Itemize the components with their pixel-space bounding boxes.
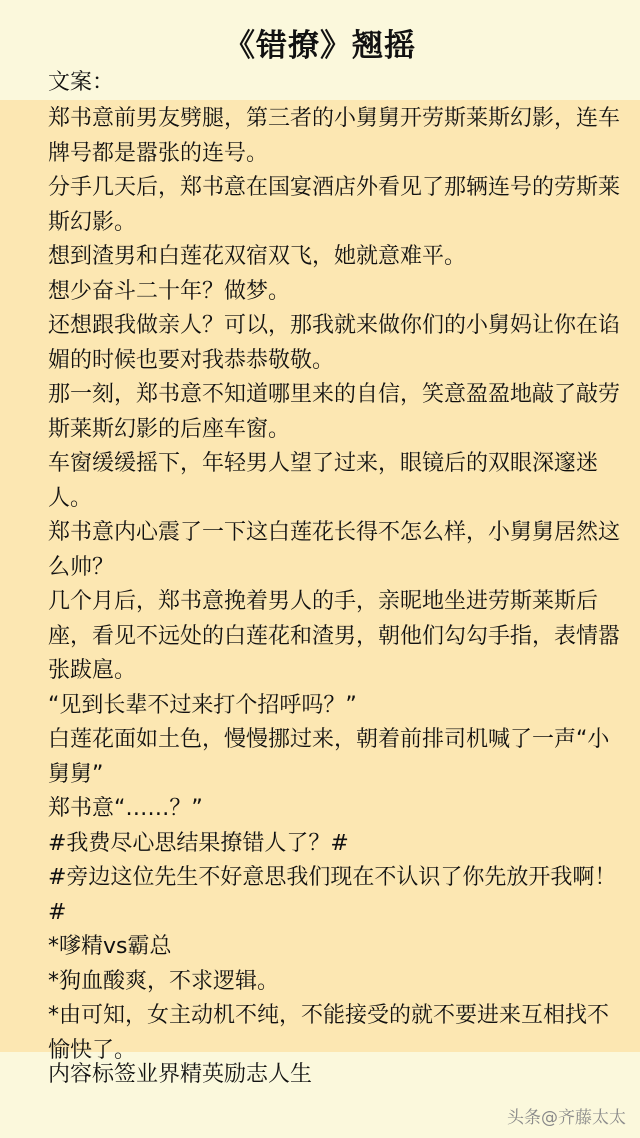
synopsis-paragraph: 分手几天后，郑书意在国宴酒店外看见了那辆连号的劳斯莱斯幻影。 [48,175,621,235]
synopsis-paragraph: #我费尽心思结果撩错人了？# [48,830,349,856]
synopsis-paragraph: 几个月后，郑书意挽着男人的手，亲昵地坐进劳斯莱斯后座，看见不远处的白莲花和渣男，朝他们勾勾手指，表情嚣张跋扈。 [48,589,621,683]
book-title: 《错撩》翘摇 [224,28,416,64]
content-tags: 内容标签业界精英励志人生 [48,1062,313,1087]
synopsis-paragraph: “见到长辈不过来打个招呼吗？” [48,692,357,718]
watermark: 头条@齐藤太太 [507,1108,626,1128]
synopsis-paragraph: 想到渣男和白莲花双宿双飞，她就意难平。 [48,244,467,269]
synopsis-paragraph: 郑书意前男友劈腿，第三者的小舅舅开劳斯莱斯幻影，连车牌号都是嚣张的连号。 [48,106,621,166]
synopsis-paragraph: 白莲花面如土色，慢慢挪过来，朝着前排司机喊了一声“小舅舅” [48,727,610,787]
synopsis-paragraph: 郑书意内心震了一下这白莲花长得不怎么样，小舅舅居然这么帅？ [48,520,621,580]
synopsis-paragraph: 郑书意“……？” [48,796,203,821]
synopsis-paragraph: 还想跟我做亲人？可以，那我就来做你们的小舅妈让你在谄媚的时候也要对我恭恭敬敬。 [48,313,621,373]
synopsis-block [0,100,640,1063]
synopsis-paragraph: 想少奋斗二十年？做梦。 [48,278,291,304]
synopsis-paragraph: *嗲精vs霸总 [48,934,172,959]
synopsis-paragraph: *由可知，女主动机不纯，不能接受的就不要进来互相找不愉快了。 [48,1003,610,1063]
synopsis-paragraph: *狗血酸爽，不求逻辑。 [48,968,280,994]
intro-label: 文案： [48,70,115,95]
synopsis-paragraph: 那一刻，郑书意不知道哪里来的自信，笑意盈盈地敲了敲劳斯莱斯幻影的后座车窗。 [48,382,621,442]
synopsis-paragraph: #旁边这位先生不好意思我们现在不认识了你先放开我啊！# [48,865,617,925]
synopsis-paragraph: 车窗缓缓摇下，年轻男人望了过来，眼镜后的双眼深邃迷人。 [48,451,599,511]
